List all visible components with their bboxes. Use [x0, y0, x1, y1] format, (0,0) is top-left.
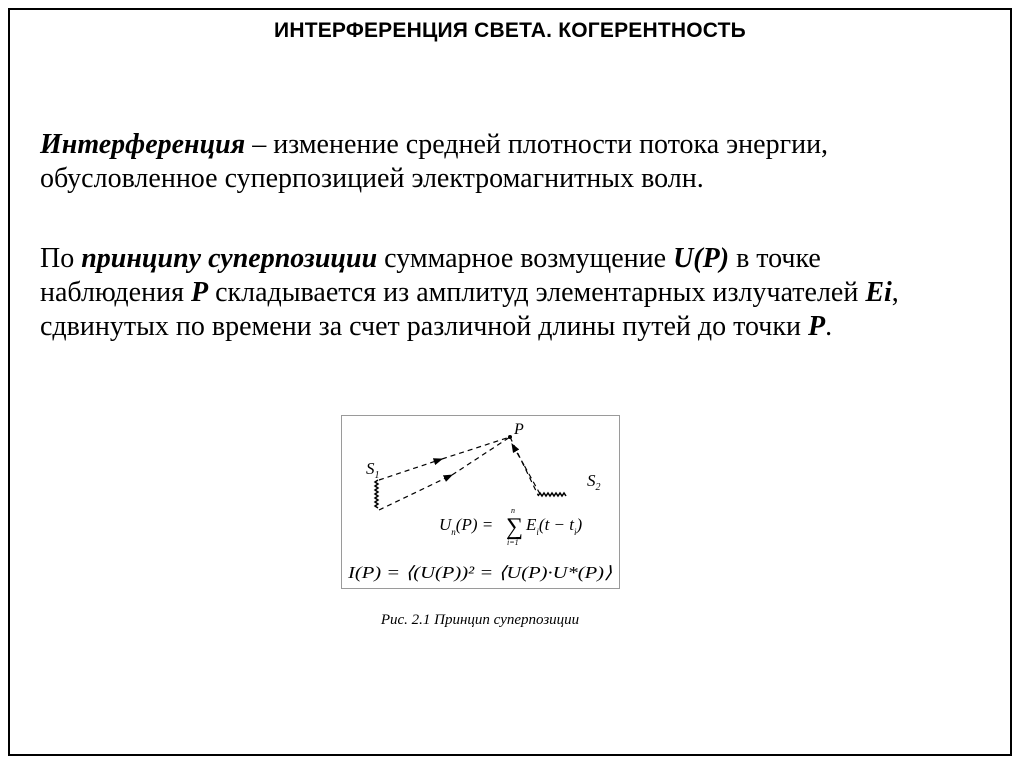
source-s2-icon — [538, 493, 566, 496]
term-superposition: принципу суперпозиции — [81, 243, 378, 274]
text-segment: суммарное возмущение — [377, 243, 674, 274]
ray-s2 — [524, 465, 540, 494]
symbol-p: P — [190, 277, 209, 308]
superposition-figure — [341, 415, 620, 589]
label-s1: $S_1$ — [366, 459, 380, 481]
ray-s1-upper — [379, 459, 442, 480]
term-interference: Интерференция — [40, 129, 246, 160]
label-s2: $S_2$ — [587, 471, 601, 493]
definition-paragraph — [40, 128, 970, 196]
text-segment: . — [825, 311, 833, 342]
svg-text:∑: ∑ — [506, 514, 524, 540]
superposition-paragraph — [40, 242, 970, 344]
formula-intensity: I(P) = ⟨(U(P))² = ⟨U(P)·U*(P)⟩ — [346, 563, 613, 582]
text-segment: , сдвинутых по времени за счет различной длины путей до точки — [40, 277, 899, 342]
symbol-up: U(P) — [673, 243, 730, 274]
text-segment: По — [40, 243, 82, 274]
svg-text:Un(P) =: $U_n(P)$ = — [439, 515, 494, 537]
point-p — [508, 435, 512, 439]
svg-text:i=1: i=1 — [507, 538, 519, 547]
symbol-ei: Ei — [865, 277, 892, 308]
label-p: P — [514, 421, 524, 438]
ray-s1-lower — [379, 475, 452, 510]
slide-title: ИНТЕРФЕРЕНЦИЯ СВЕТА. КОГЕРЕНТНОСТЬ — [274, 19, 746, 42]
text-segment: складывается из амплитуд элементарных излучателей — [208, 277, 866, 308]
source-s1-icon — [375, 480, 378, 508]
formula-sum — [439, 506, 583, 547]
symbol-p: P — [807, 311, 826, 342]
svg-text:n: n — [511, 506, 515, 515]
text-segment: в точке наблюдения — [40, 243, 821, 308]
superposition-diagram — [342, 416, 619, 588]
figure-caption: Рис. 2.1 Принцип суперпозиции — [380, 612, 580, 628]
slide — [8, 8, 1012, 756]
definition-text: – изменение средней плотности потока энергии, обусловленное суперпозицией электромагнитных волн. — [40, 129, 829, 194]
svg-text:Ei(t − ti): $E_i(t - t_i)$ — [526, 515, 583, 537]
